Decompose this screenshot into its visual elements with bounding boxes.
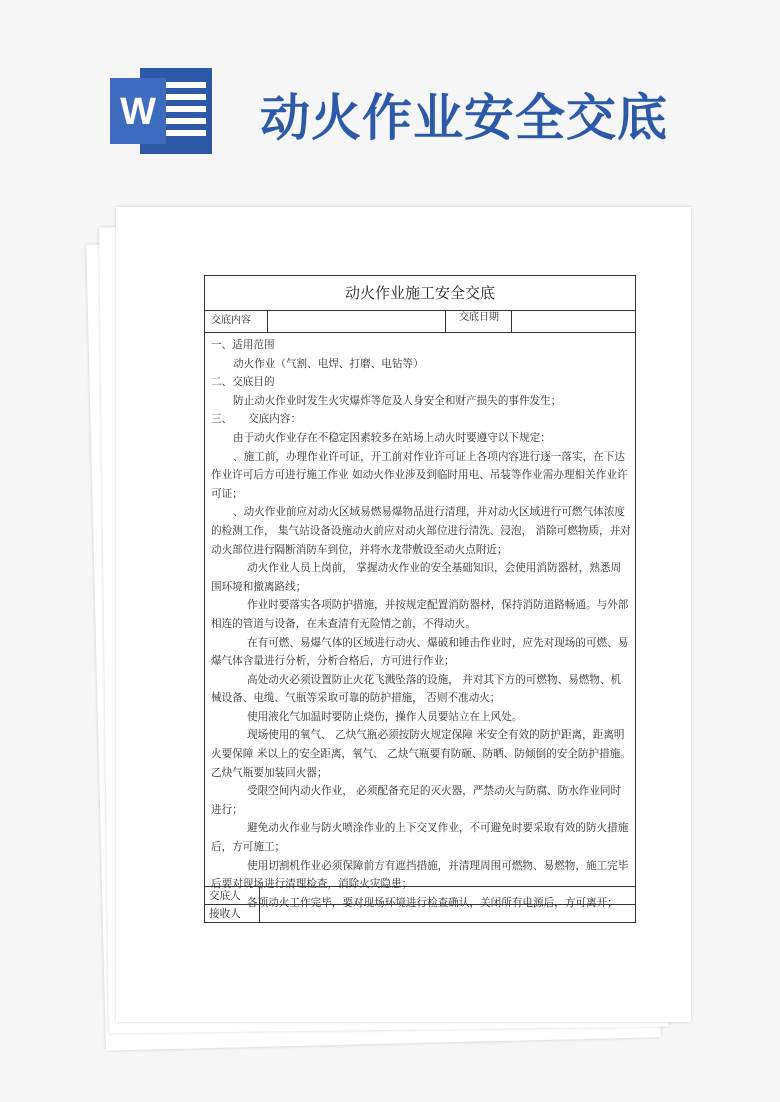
body-paragraph: 三、 交底内容： [211, 413, 302, 426]
body-paragraph: 动火作业（气割、电焊、打磨、电钻等） [233, 357, 424, 370]
form-title: 动火作业施工安全交底 [205, 276, 635, 311]
presenter-label: 交底人 [209, 890, 241, 902]
body-paragraph: 在有可燃、易爆气体的区域进行动火、爆破和锤击作业时，应先对现场的可燃、易爆气体含量进行分析，分析合格后，方可进行作业； [211, 636, 629, 668]
cell-divider [259, 887, 260, 905]
cell-divider [445, 310, 446, 332]
page-header [0, 0, 780, 190]
cell-divider [259, 905, 260, 923]
body-paragraph: 作业时要落实各项防护措施，并按规定配置消防器材，保持消防道路畅通。与外部相连的管道与设备，在未查清有无险情之前，不得动火。 [211, 599, 629, 630]
cell-divider [511, 310, 512, 332]
body-paragraph: 各项动火工作完毕，要对现场环境进行检查确认，关闭所有电源后，方可离开； [247, 896, 618, 909]
date-label: 交底日期 [459, 312, 499, 323]
info-row [205, 310, 635, 333]
body-paragraph: 、动火作业前应对动火区域易燃易爆物品进行清理，并对动火区域进行可燃气体浓度的检测工作， 集气站设备设施动火前应对动火部位进行清洗、浸泡， 消除可燃物质，并对动火部位进行隔断消防车到位，并将水龙带敷设至动火点附近； [211, 506, 631, 556]
body-paragraph: 动火作业人员上岗前， 掌握动火作业的安全基础知识，会使用消防器材，熟悉周围环境和撤离路线； [211, 562, 622, 593]
body-paragraph: 防止动火作业时发生火灾爆炸等危及人身安全和财产损失的事件发生； [233, 394, 562, 407]
body-paragraph: 由于动火作业存在不稳定因素较多在站场上动火时要遵守以下规定： [233, 431, 551, 444]
body-paragraph: 一、适用范围 [211, 339, 275, 351]
body-paragraph: 避免动火作业与防火喷涂作业的上下交叉作业，不可避免时要采取有效的防火措施后，方可施工； [211, 822, 629, 854]
briefing-content [211, 336, 631, 912]
cell-divider [267, 310, 268, 332]
body-paragraph: 使用切割机作业必须保障前方有遮挡措施，并清理周围可燃物、易燃物，施工完毕后要对现场进行清理检查，消除火灾隐患； [211, 859, 629, 891]
presenter-row [205, 886, 635, 905]
content-label: 交底内容 [211, 315, 251, 326]
body-paragraph: 高处动火必须设置防止火花飞溅坠落的设施， 并对其下方的可燃物、易燃物、机械设备、电缆、气瓶等采取可靠的防护措施， 否则不准动火； [211, 673, 622, 705]
safety-briefing-form [204, 275, 636, 923]
receiver-label: 接收人 [209, 908, 241, 920]
word-logo-icon [110, 68, 212, 154]
body-paragraph: 、施工前，办理作业许可证，开工前对作业许可证上各项内容进行逐一落实，在下达作业许可后方可进行施工作业 如动火作业涉及到临时用电、吊装等作业需办理相关作业许可证； [211, 450, 628, 500]
word-logo-letter: W [120, 91, 156, 133]
body-paragraph: 二、交底目的 [211, 376, 275, 389]
body-paragraph: 受限空间内动火作业， 必须配备充足的灭火器，严禁动火与防腐、防水作业同时进行； [211, 785, 622, 816]
receiver-row [205, 904, 635, 923]
body-paragraph: 使用液化气加温时要防止烧伤，操作人员要站立在上风处。 [247, 710, 523, 723]
body-paragraph: 现场使用的氧气、 乙炔气瓶必须按防火规定保障 米安全有效的防护距离，距离明火要保障 米以上的安全距离，氧气、 乙炔气瓶要有防砸、防晒、防倾倒的安全防护措施。乙炔气瓶要加装回火器； [211, 729, 631, 779]
page-title: 动火作业安全交底 [260, 89, 668, 147]
